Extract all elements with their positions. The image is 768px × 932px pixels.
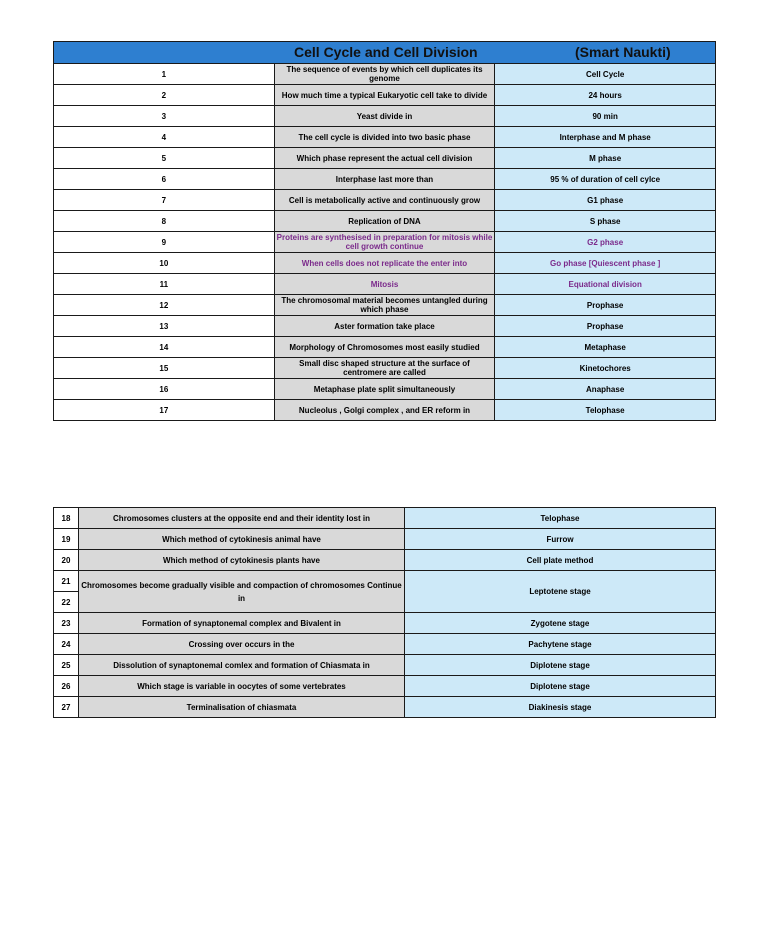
table-row <box>54 295 716 316</box>
question-cell: Cell is metabolically active and continuously grow <box>274 190 495 211</box>
answer-cell: Anaphase <box>495 379 716 400</box>
answer-cell: Metaphase <box>495 337 716 358</box>
answer-cell: S phase <box>495 211 716 232</box>
row-number: 26 <box>54 676 79 697</box>
table-row <box>54 358 716 379</box>
answer-cell: Cell plate method <box>405 550 716 571</box>
question-cell: When cells does not replicate the enter into <box>274 253 495 274</box>
table-row <box>54 379 716 400</box>
row-number: 23 <box>54 613 79 634</box>
answer-cell: G1 phase <box>495 190 716 211</box>
row-number: 4 <box>54 127 275 148</box>
table-row <box>54 274 716 295</box>
answer-cell: Telophase <box>495 400 716 421</box>
row-number: 17 <box>54 400 275 421</box>
question-cell: The sequence of events by which cell duplicates its genome <box>274 64 495 85</box>
question-cell: Chromosomes clusters at the opposite end and their identity lost in <box>79 508 405 529</box>
table-row <box>54 106 716 127</box>
row-number: 3 <box>54 106 275 127</box>
answer-cell: Leptotene stage <box>405 571 716 613</box>
brand-label: (Smart Naukti) <box>575 44 671 60</box>
cell-cycle-table-2 <box>53 507 716 718</box>
row-number: 12 <box>54 295 275 316</box>
table-row <box>54 148 716 169</box>
question-cell: How much time a typical Eukaryotic cell take to divide <box>274 85 495 106</box>
title-cell <box>54 42 716 64</box>
row-number: 19 <box>54 529 79 550</box>
answer-cell: Equational division <box>495 274 716 295</box>
row-number: 16 <box>54 379 275 400</box>
row-number: 6 <box>54 169 275 190</box>
answer-cell: Pachytene stage <box>405 634 716 655</box>
question-cell: Crossing over occurs in the <box>79 634 405 655</box>
question-cell: Which stage is variable in oocytes of some vertebrates <box>79 676 405 697</box>
table-row <box>54 634 716 655</box>
answer-cell: M phase <box>495 148 716 169</box>
table-row <box>54 697 716 718</box>
answer-cell: 95 % of duration of cell cylce <box>495 169 716 190</box>
question-cell: Replication of DNA <box>274 211 495 232</box>
row-number: 1 <box>54 64 275 85</box>
table-row <box>54 613 716 634</box>
answer-cell: Go phase [Quiescent phase ] <box>495 253 716 274</box>
answer-cell: Diakinesis stage <box>405 697 716 718</box>
answer-cell: Diplotene stage <box>405 676 716 697</box>
question-cell: Small disc shaped structure at the surface of centromere are called <box>274 358 495 379</box>
answer-cell: Telophase <box>405 508 716 529</box>
row-number: 11 <box>54 274 275 295</box>
table-row <box>54 316 716 337</box>
question-cell: Morphology of Chromosomes most easily studied <box>274 337 495 358</box>
row-number: 21 <box>54 571 79 592</box>
row-number: 25 <box>54 655 79 676</box>
answer-cell: Interphase and M phase <box>495 127 716 148</box>
answer-cell: G2 phase <box>495 232 716 253</box>
row-number: 9 <box>54 232 275 253</box>
table-row <box>54 508 716 529</box>
question-cell: Proteins are synthesised in preparation for mitosis while cell growth continue <box>274 232 495 253</box>
table-row <box>54 571 716 592</box>
question-cell: Formation of synaptonemal complex and Bivalent in <box>79 613 405 634</box>
table-row <box>54 64 716 85</box>
row-number: 5 <box>54 148 275 169</box>
table-row <box>54 550 716 571</box>
table-row <box>54 655 716 676</box>
row-number: 22 <box>54 592 79 613</box>
table-row <box>54 127 716 148</box>
table-row <box>54 253 716 274</box>
table-row <box>54 169 716 190</box>
row-number: 13 <box>54 316 275 337</box>
table-row <box>54 85 716 106</box>
cell-cycle-table-1 <box>53 41 716 421</box>
question-cell: Which method of cytokinesis plants have <box>79 550 405 571</box>
answer-cell: 90 min <box>495 106 716 127</box>
question-cell: Chromosomes become gradually visible and compaction of chromosomes Continue in <box>79 571 405 613</box>
question-cell: Dissolution of synaptonemal comlex and formation of Chiasmata in <box>79 655 405 676</box>
answer-cell: Diplotene stage <box>405 655 716 676</box>
question-cell: Which method of cytokinesis animal have <box>79 529 405 550</box>
row-number: 15 <box>54 358 275 379</box>
row-number: 27 <box>54 697 79 718</box>
answer-cell: Cell Cycle <box>495 64 716 85</box>
answer-cell: Furrow <box>405 529 716 550</box>
row-number: 7 <box>54 190 275 211</box>
table-row <box>54 211 716 232</box>
question-cell: Interphase last more than <box>274 169 495 190</box>
question-cell: Terminalisation of chiasmata <box>79 697 405 718</box>
table-row <box>54 232 716 253</box>
question-cell: Metaphase plate split simultaneously <box>274 379 495 400</box>
answer-cell: Prophase <box>495 295 716 316</box>
answer-cell: Prophase <box>495 316 716 337</box>
table-row <box>54 400 716 421</box>
answer-cell: 24 hours <box>495 85 716 106</box>
row-number: 10 <box>54 253 275 274</box>
sheet-title: Cell Cycle and Cell Division <box>294 44 478 60</box>
row-number: 8 <box>54 211 275 232</box>
table-row <box>54 529 716 550</box>
question-cell: Mitosis <box>274 274 495 295</box>
question-cell: Nucleolus , Golgi complex , and ER reform in <box>274 400 495 421</box>
row-number: 18 <box>54 508 79 529</box>
title-row <box>54 42 716 64</box>
table-row <box>54 337 716 358</box>
row-number: 20 <box>54 550 79 571</box>
table-row <box>54 676 716 697</box>
answer-cell: Kinetochores <box>495 358 716 379</box>
answer-cell: Zygotene stage <box>405 613 716 634</box>
question-cell: Yeast divide in <box>274 106 495 127</box>
question-cell: The cell cycle is divided into two basic phase <box>274 127 495 148</box>
row-number: 14 <box>54 337 275 358</box>
row-number: 24 <box>54 634 79 655</box>
question-cell: The chromosomal material becomes untangled during which phase <box>274 295 495 316</box>
question-cell: Aster formation take place <box>274 316 495 337</box>
row-number: 2 <box>54 85 275 106</box>
table-row <box>54 190 716 211</box>
question-cell: Which phase represent the actual cell division <box>274 148 495 169</box>
